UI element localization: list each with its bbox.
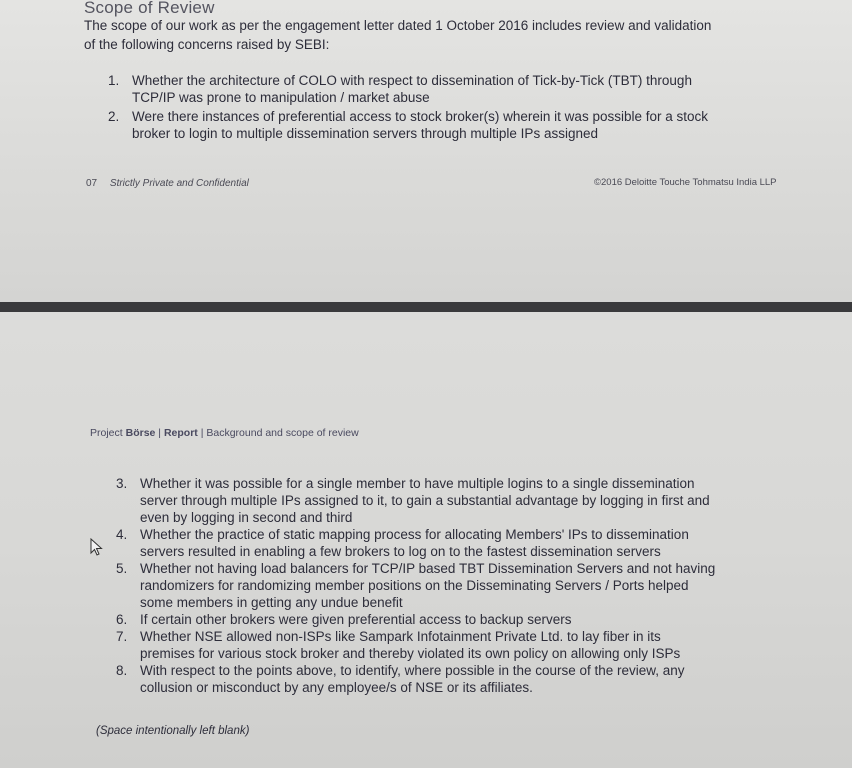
list-item — [116, 560, 716, 611]
list-item-text: Whether the architecture of COLO with respect to dissemination of Tick-by-Tick (TBT) through TCP/IP was prone to manipulation / market abuse — [132, 73, 692, 105]
header-section: Background and scope of review — [206, 427, 359, 439]
document-page-top — [0, 0, 852, 302]
list-item-text: Were there instances of preferential access to stock broker(s) wherein it was possible for a stock broker to login to multiple dissemination servers through multiple IPs assigned — [132, 109, 708, 141]
list-item-text: Whether the practice of static mapping process for allocating Members' IPs to dissemination servers resulted in enabling a few brokers to log on to the fastest dissemination servers — [140, 527, 689, 559]
list-item-text: Whether NSE allowed non-ISPs like Sampark Infotainment Private Ltd. to lay fiber in its premises for various stock broker and thereby violated its own policy on allowing only ISPs — [140, 629, 681, 661]
list-item-text: Whether not having load balancers for TCP/IP based TBT Dissemination Servers and not having randomizers for randomizing member positions on the Disseminating Servers / Ports helped some members in getting any undue benefit — [140, 561, 716, 610]
page-footer-left — [86, 178, 249, 189]
section-title: Scope of Review — [84, 0, 215, 17]
list-item-number: 5. — [116, 561, 128, 576]
list-item-text: With respect to the points above, to identify, where possible in the course of the review, any collusion or misconduct by any employee/s of NSE or its affiliates. — [140, 663, 685, 695]
header-project: Project — [90, 427, 123, 439]
list-item — [116, 611, 716, 628]
document-page-bottom — [0, 312, 852, 768]
list-item-number: 7. — [116, 629, 128, 644]
header-separator: | — [158, 427, 162, 439]
list-item — [116, 526, 716, 560]
list-item-text: If certain other brokers were given preferential access to backup servers — [140, 612, 572, 627]
concerns-list-bottom — [116, 475, 716, 696]
list-item-text: Whether it was possible for a single member to have multiple logins to a single dissemination server through multiple IPs assigned to it, to gain a substantial advantage by logging in first and even by logging in second and third — [140, 476, 710, 525]
mouse-pointer-icon — [90, 538, 104, 561]
header-separator: | — [200, 427, 204, 439]
copyright-notice: ©2016 Deloitte Touche Tohmatsu India LLP — [594, 177, 777, 188]
list-item — [116, 628, 716, 662]
running-header — [90, 427, 359, 439]
list-item — [116, 662, 716, 696]
list-item — [108, 108, 720, 142]
page-divider — [0, 302, 852, 312]
blank-space-note: (Space intentionally left blank) — [96, 725, 250, 737]
list-item-number: 8. — [116, 663, 128, 678]
header-project-name: Börse — [125, 427, 156, 439]
scope-intro-paragraph: The scope of our work as per the engagement letter dated 1 October 2016 includes review and validation of the following concerns raised by SEBI: — [84, 18, 712, 52]
list-item — [116, 475, 716, 526]
list-item-number: 3. — [116, 476, 128, 491]
list-item-number: 4. — [116, 527, 128, 542]
list-item-number: 6. — [116, 612, 128, 627]
page-number: 07 — [86, 178, 98, 189]
list-item-number: 2. — [108, 109, 120, 124]
confidential-label: Strictly Private and Confidential — [109, 178, 249, 189]
header-report: Report — [163, 427, 198, 439]
concerns-list-top — [108, 72, 720, 144]
list-item-number: 1. — [108, 73, 120, 88]
list-item — [108, 72, 720, 106]
